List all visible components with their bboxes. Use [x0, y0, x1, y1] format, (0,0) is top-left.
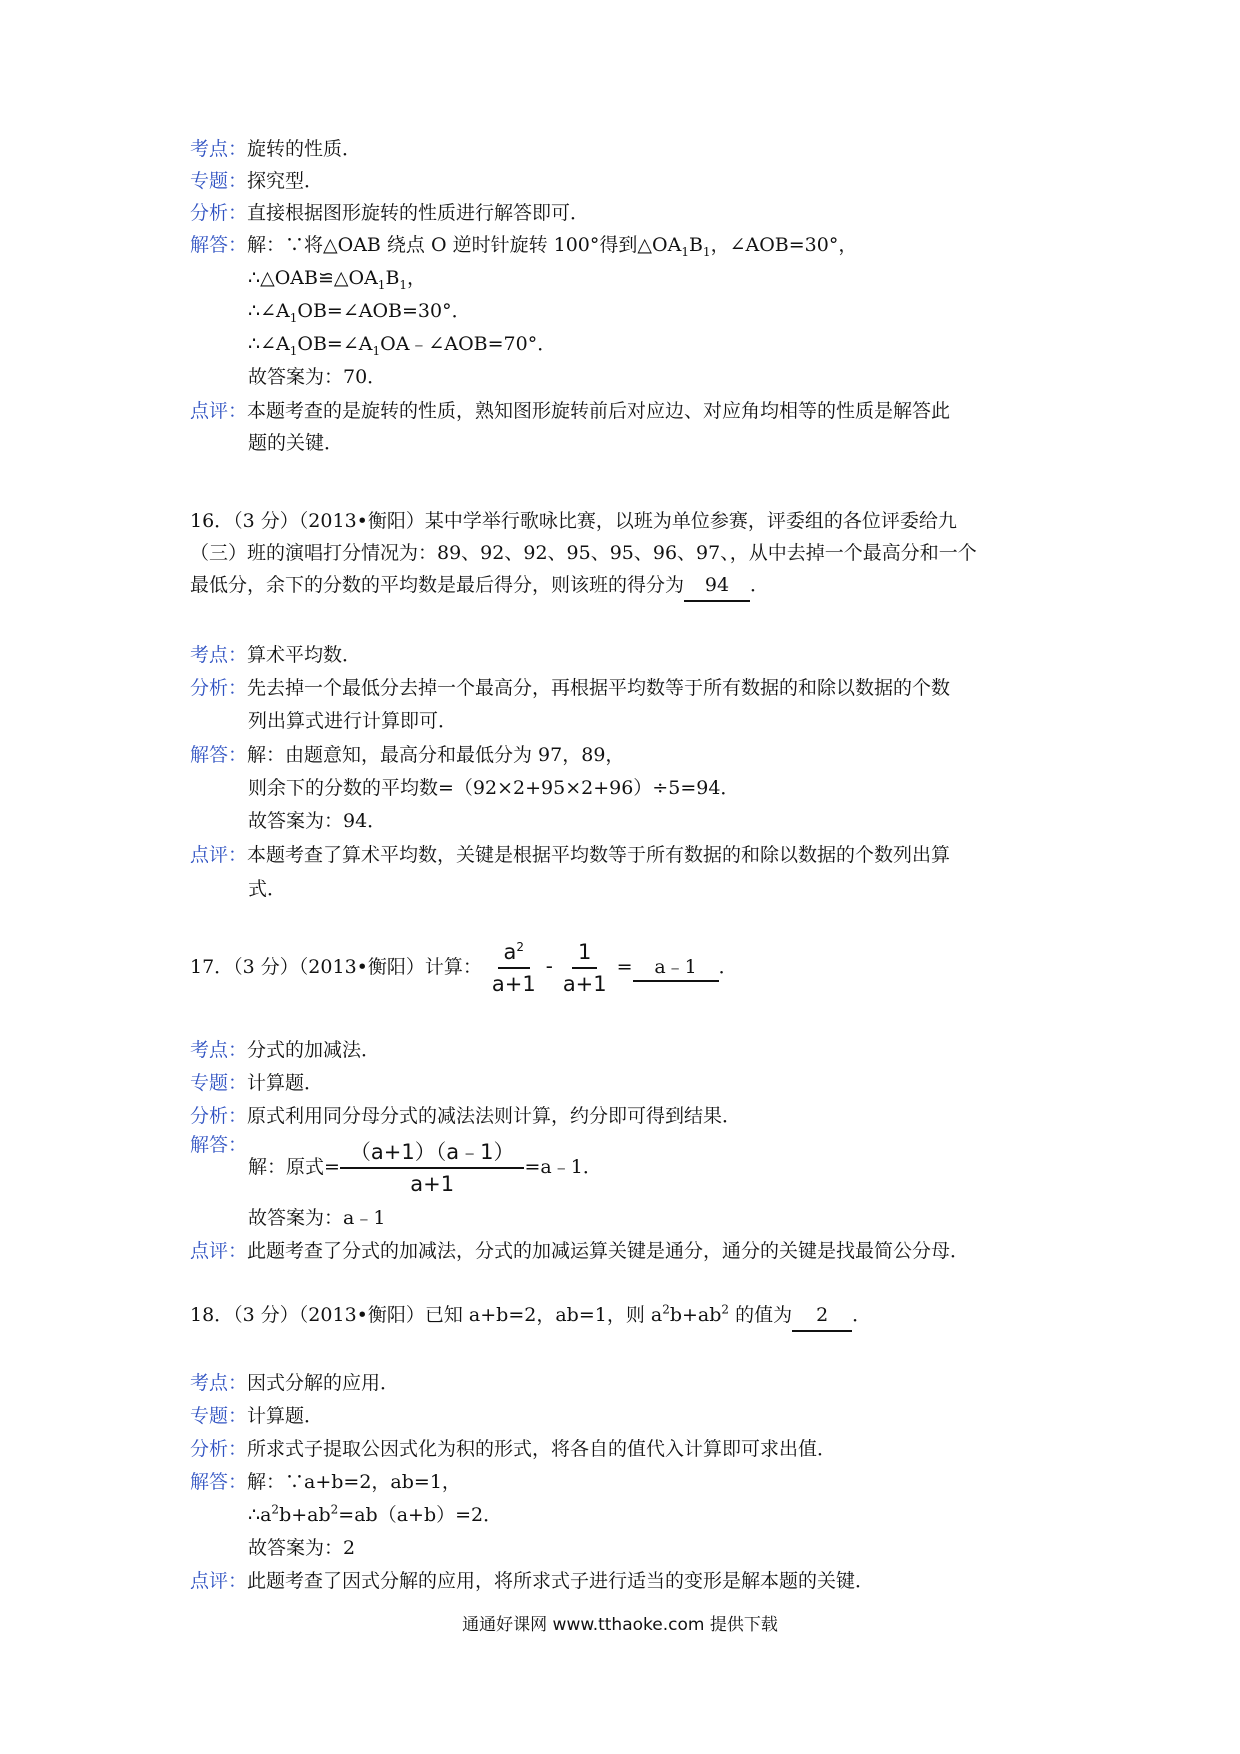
label-dianping: 点评： — [190, 1570, 248, 1592]
label-fenxi: 分析： — [190, 202, 248, 224]
answer-blank: 94 — [684, 570, 750, 602]
label-fenxi: 分析： — [190, 677, 248, 699]
label-zhuanti: 专题： — [190, 1072, 248, 1094]
label-fenxi: 分析： — [190, 1105, 248, 1127]
q18-stem: 18．（3 分）（2013•衡阳）已知 a+b=2，ab=1，则 $a^2b+ab^2$ 的值为 2 ． — [190, 1300, 871, 1332]
q16-stem-line-3: 最低分，余下的分数的平均数是最后得分，则该班的得分为 94 ． — [190, 570, 769, 602]
fraction: $\frac{1}{a+1}$ — [557, 937, 613, 999]
label-dianping: 点评： — [190, 400, 248, 422]
fraction: $\frac{a^2}{a+1}$ — [486, 937, 542, 999]
q17-zhuanti: 专题：计算题． — [190, 1072, 324, 1094]
fraction: $\frac{(a+1)(a﹣1)}{a+1}$ — [340, 1137, 525, 1199]
q16-fenxi-line-2: 列出算式进行计算即可． — [248, 710, 458, 732]
label-kaodian: 考点： — [190, 1039, 248, 1061]
page-footer: 通通好课网 www.tthaoke.com 提供下载 — [462, 1615, 778, 1635]
label-dianping: 点评： — [190, 844, 248, 866]
label-jieda: 解答： — [190, 744, 248, 766]
q18-jieda: 解答：解：∵a+b=2，ab=1， — [190, 1471, 461, 1493]
q17-jieda: 解：原式= $\frac{(a+1)(a﹣1)}{a+1}$ =a﹣1． — [248, 1136, 602, 1199]
q18-jieda-line-2: $\therefore a^2b+ab^2=ab(a+b)=2$． — [248, 1502, 503, 1526]
label-jieda: 解答： — [190, 1134, 248, 1156]
q15-dianping-line-2: 题的关键． — [248, 432, 344, 454]
q18-dianping: 点评：此题考查了因式分解的应用，将所求式子进行适当的变形是解本题的关键． — [190, 1570, 875, 1592]
q16-stem-line-2: （三）班的演唱打分情况为：89、92、92、95、95、96、97、，从中去掉一个最高分和一个 — [190, 542, 977, 564]
q17-jieda-label — [190, 1130, 247, 1160]
label-kaodian: 考点： — [190, 138, 248, 160]
label-jieda: 解答： — [190, 1471, 248, 1493]
q17-answer: 故答案为：a﹣1 — [248, 1207, 386, 1229]
label-dianping: 点评： — [190, 1240, 248, 1262]
label-zhuanti: 专题： — [190, 1405, 248, 1427]
q15-fenxi: 分析：直接根据图形旋转的性质进行解答即可． — [190, 202, 590, 224]
q16-jieda: 解答：解：由题意知，最高分和最低分为 97，89， — [190, 744, 625, 766]
q15-jieda-line-1: 解答：解：∵将△OAB 绕点 O 逆时针旋转 100°得到$\triangle OA_1B_1$，∠AOB=30°， — [190, 234, 858, 259]
q18-kaodian: 考点：因式分解的应用． — [190, 1372, 400, 1394]
q18-answer: 故答案为：2 — [248, 1537, 356, 1559]
q17-kaodian: 考点：分式的加减法． — [190, 1039, 381, 1061]
q16-jieda-line-2: 则余下的分数的平均数=（92×2+95×2+96）÷5=94． — [248, 777, 740, 799]
q15-jieda-line-3: $\therefore\angle A_1OB=\angle AOB=30^\circ$． — [248, 300, 471, 325]
label-kaodian: 考点： — [190, 1372, 248, 1394]
q16-kaodian: 考点：算术平均数． — [190, 644, 362, 666]
q15-jieda-line-2: $\therefore\triangle OAB≌\triangle OA_1B_1$， — [248, 267, 427, 292]
label-fenxi: 分析： — [190, 1438, 248, 1460]
q15-zhuanti: 专题：探究型． — [190, 170, 324, 192]
q18-zhuanti: 专题：计算题． — [190, 1405, 324, 1427]
q17-stem: 17．（3 分）（2013•衡阳）计算： $\frac{a^2}{a+1}$ - $\frac{1}{a+1}$ = a﹣1 ． — [190, 935, 738, 999]
q15-kaodian: 考点：旋转的性质． — [190, 138, 362, 160]
q15-jieda-line-4: $\therefore\angle A_1OB=\angle A_1OA﹣\angle AOB=70^\circ$． — [248, 333, 557, 358]
label-jieda: 解答： — [190, 234, 248, 256]
q16-dianping-line-2: 式． — [248, 878, 287, 900]
q18-fenxi: 分析：所求式子提取公因式化为积的形式，将各自的值代入计算即可求出值． — [190, 1438, 837, 1460]
answer-blank: 2 — [792, 1300, 852, 1332]
answer-blank: a﹣1 — [633, 954, 719, 982]
q17-fenxi: 分析：原式利用同分母分式的减法法则计算，约分即可得到结果． — [190, 1105, 742, 1127]
q17-dianping: 点评：此题考查了分式的加减法，分式的加减运算关键是通分，通分的关键是找最简公分母． — [190, 1240, 970, 1262]
q16-dianping: 点评：本题考查了算术平均数，关键是根据平均数等于所有数据的和除以数据的个数列出算 — [190, 844, 951, 866]
label-zhuanti: 专题： — [190, 170, 248, 192]
q16-fenxi: 分析：先去掉一个最低分去掉一个最高分，再根据平均数等于所有数据的和除以数据的个数 — [190, 677, 951, 699]
q15-answer: 故答案为：70． — [248, 366, 387, 388]
q16-answer: 故答案为：94． — [248, 810, 387, 832]
label-kaodian: 考点： — [190, 644, 248, 666]
q15-dianping: 点评：本题考查的是旋转的性质，熟知图形旋转前后对应边、对应角均相等的性质是解答此 — [190, 400, 951, 422]
q16-stem-line-1: 16．（3 分）（2013•衡阳）某中学举行歌咏比赛，以班为单位参赛，评委组的各位评委给九 — [190, 510, 957, 532]
